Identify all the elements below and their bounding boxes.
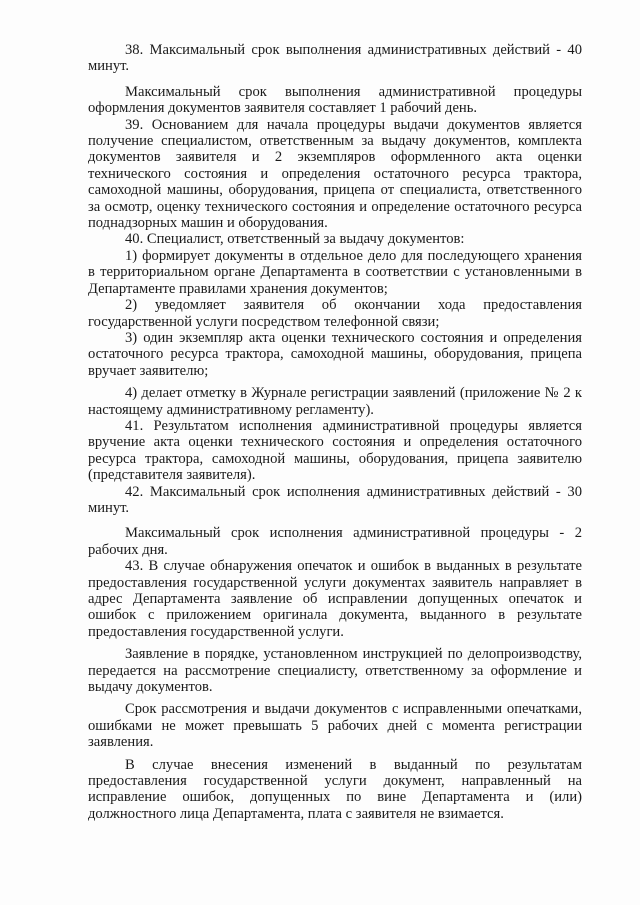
paragraph-40-item-1: 1) формирует документы в отдельное дело для последующего хранения в территориальном органе Департамента в соответствии с установленными в Департаменте правилами хранения документов; — [88, 247, 582, 297]
paragraph-40-item-2: 2) уведомляет заявителя об окончании хода предоставления государственной услуги посредством телефонной связи; — [88, 297, 582, 330]
paragraph-43-application: Заявление в порядке, установленном инструкцией по делопроизводству, передается на рассмотрение специалисту, ответственному за оформление и выдачу документов. — [88, 646, 582, 696]
paragraph-40: 40. Специалист, ответственный за выдачу документов: — [125, 231, 465, 248]
paragraph-42: 42. Максимальный срок исполнения административных действий - 30 минут. — [88, 483, 582, 516]
paragraph-38-procedure-term: Максимальный срок выполнения административной процедуры оформления документов заявителя составляет 1 рабочий день. — [88, 83, 582, 117]
paragraph-43-no-fee: В случае внесения изменений в выданный по результатам предоставления государственной услуги документ, направленный на исправление ошибок, допущенных по вине Департамента и (или) должностного лица Департамента, плата с заявителя не взимается. — [88, 756, 582, 822]
paragraph-40-item-4: 4) делает отметку в Журнале регистрации заявлений (приложение № 2 к настоящему административному регламенту). — [88, 385, 582, 418]
paragraph-38: 38. Максимальный срок выполнения административных действий - 40 минут. — [88, 42, 582, 75]
document-body — [88, 42, 582, 822]
paragraph-43-review-term: Срок рассмотрения и выдачи документов с исправленными опечатками, ошибками не может превышать 5 рабочих дней с момента регистрации заявления. — [88, 701, 582, 751]
paragraph-42-procedure-term: Максимальный срок исполнения административной процедуры - 2 рабочих дня. — [88, 525, 582, 558]
paragraph-43: 43. В случае обнаружения опечаток и ошибок в выданных в результате предоставления государственной услуги документах заявитель направляет в адрес Департамента заявление об исправлении допущенных опечаток и ошибок с приложением оригинала документа, выданного в результате предоставления государственной услуги. — [88, 558, 582, 640]
paragraph-41: 41. Результатом исполнения административной процедуры является вручение акта оценки технического состояния и определения остаточного ресурса трактора, самоходной машины, оборудования, прицепа заявителю (представителя заявителя). — [88, 417, 582, 484]
paragraph-40-item-3: 3) один экземпляр акта оценки технического состояния и определения остаточного ресурса трактора, самоходной машины, оборудования, прицепа вручает заявителю; — [88, 329, 582, 379]
paragraph-39: 39. Основанием для начала процедуры выдачи документов является получение специалистом, ответственным за выдачу документов, комплекта документов заявителя и 2 экземпляров оформленного акта оценки технического состояния и определения остаточного ресурса трактора, самоходной машины, оборудования, прицепа от специалиста, ответственного за осмотр, оценку технического состояния и определение остаточного ресурса поднадзорных машин и оборудования. — [88, 116, 582, 232]
